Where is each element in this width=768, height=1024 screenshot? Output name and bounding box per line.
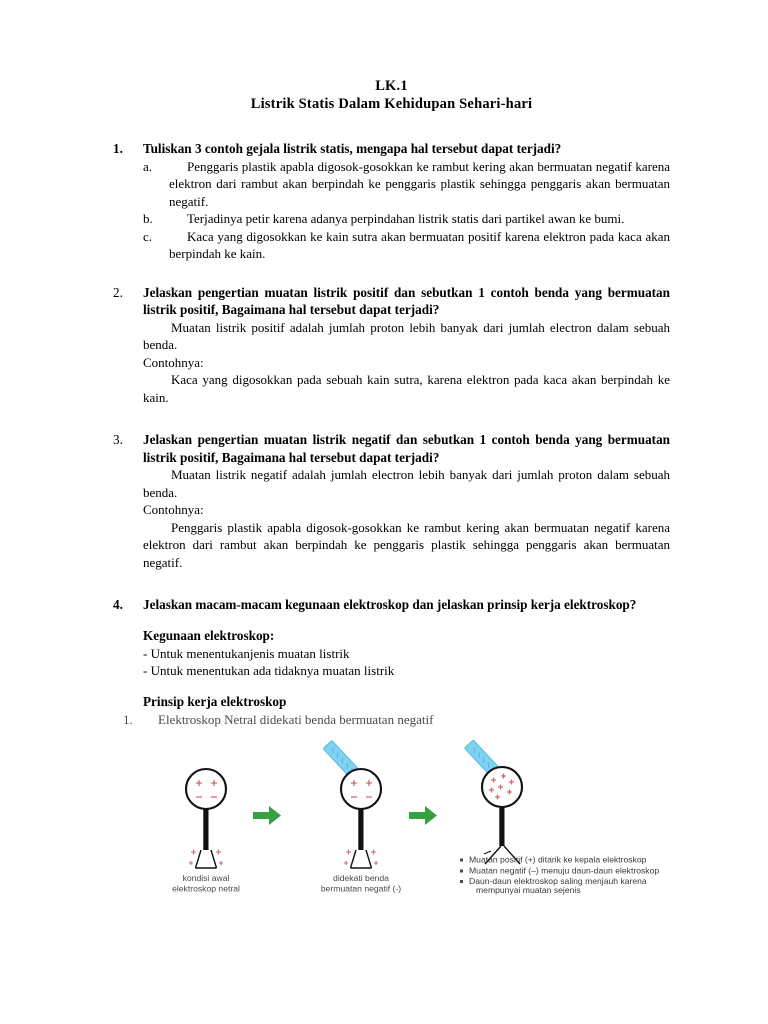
diagram-bullet-1: Muatan positif (+) ditarik ke kepala elektroskop xyxy=(469,854,647,865)
leaf-charges-icon xyxy=(344,850,378,866)
uses-item: - Untuk menentukan ada tidaknya muatan listrik xyxy=(143,663,395,678)
question-2-prompt: Jelaskan pengertian muatan listrik positif dan sebutkan 1 contoh benda yang bermuatan listrik positif, Bagaimana hal tersebut dapat terjadi? xyxy=(143,284,670,317)
answer-2-paragraph-3: Kaca yang digosokkan pada sebuah kain sutra, karena elektron pada kaca akan berpindah ke kain. xyxy=(143,372,670,405)
electroscope-diagram xyxy=(151,742,660,902)
question-block-1 xyxy=(113,140,670,263)
diagram-bullet-3: Daun-daun elektroskop saling menjauh karena xyxy=(469,876,647,886)
answer-1a-letter: a. xyxy=(143,158,153,174)
electroscope-leaves-icon xyxy=(351,850,372,868)
arrow-right-icon-1 xyxy=(253,806,281,825)
electroscope-stem-icon xyxy=(358,808,363,850)
bullet-marker-icon xyxy=(460,870,463,873)
page-title: LK.1 xyxy=(375,78,408,94)
electroscope-stage-2 xyxy=(321,740,401,893)
question-1-number: 1. xyxy=(113,141,123,156)
question-block-3 xyxy=(113,431,670,571)
answer-3-paragraph-3: Penggaris plastik apabla digosok-gosokkan ke rambut kering akan bermuatan negatif karena elektron dari rambut akan berpindah ke penggaris plastik sehingga penggaris akan bermuatan negatif. xyxy=(143,519,670,570)
question-1-heading xyxy=(113,140,670,158)
answer-item xyxy=(143,228,670,263)
question-2-number: 2. xyxy=(113,284,123,300)
stage-1-label-line-2: elektroskop netral xyxy=(172,883,240,894)
question-block-4 xyxy=(113,596,670,728)
document-title-block xyxy=(113,78,670,114)
answer-1b-letter: b. xyxy=(143,211,153,226)
answer-3-paragraph-2: Contohnya: xyxy=(143,502,204,517)
answer-item xyxy=(143,158,670,211)
question-4-number: 4. xyxy=(113,597,123,612)
question-4-prompt: Jelaskan macam-macam kegunaan elektroskop dan jelaskan prinsip kerja elektroskop? xyxy=(143,597,637,612)
electroscope-leaves-icon xyxy=(196,850,217,868)
page-subtitle: Listrik Statis Dalam Kehidupan Sehari-hari xyxy=(250,96,533,112)
principle-item-text: Elektroskop Netral didekati benda bermuatan negatif xyxy=(158,711,434,727)
bullet-marker-icon xyxy=(460,859,463,862)
electroscope-stem-icon xyxy=(203,808,208,850)
answer-item xyxy=(143,210,670,228)
uses-item: - Untuk menentukanjenis muatan listrik xyxy=(143,645,350,661)
question-2-answer xyxy=(143,319,670,407)
principle-item xyxy=(123,711,670,729)
electroscope-stage-3 xyxy=(464,740,522,864)
electroscope-stage-1 xyxy=(172,769,240,894)
question-3-answer xyxy=(143,466,670,571)
stage-1-label-line-1: kondisi awal xyxy=(182,873,230,883)
diagram-bullet-2: Muatan negatif (–) menuju daun-daun elektroskop xyxy=(469,865,660,876)
answer-1b-text: Terjadinya petir karena adanya perpindahan listrik statis dari partikel awan ke bumi. xyxy=(187,211,625,226)
electroscope-bulb-icon xyxy=(341,769,381,809)
stage-2-label-line-1: didekati benda xyxy=(333,873,389,883)
answer-1c-text: Kaca yang digosokkan ke kain sutra akan bermuatan positif karena elektron pada kaca akan berpindah ke kain. xyxy=(169,228,670,261)
question-4-heading xyxy=(113,596,670,614)
uses-heading: Kegunaan elektroskop: xyxy=(143,627,275,643)
principle-item-number: 1. xyxy=(123,711,133,727)
question-2-heading xyxy=(113,284,670,319)
diagram-bullet-3-cont: mempunyai muatan sejenis xyxy=(476,885,581,895)
bullet-marker-icon xyxy=(460,880,463,883)
stage-2-label-line-2: bermuatan negatif (-) xyxy=(320,883,402,894)
question-3-prompt: Jelaskan pengertian muatan listrik negatif dan sebutkan 1 contoh benda yang bermuatan listrik positif, Bagaimana hal tersebut dapat terjadi? xyxy=(143,432,670,465)
question-block-2 xyxy=(113,284,670,407)
answer-1c-letter: c. xyxy=(143,228,153,244)
arrow-right-icon-2 xyxy=(409,806,437,825)
leaf-charges-icon xyxy=(189,850,223,866)
answer-2-paragraph-1: Muatan listrik positif adalah jumlah proton lebih banyak dari jumlah electron dalam sebuah benda. xyxy=(143,319,670,352)
answer-3-paragraph-1: Muatan listrik negatif adalah jumlah electron lebih banyak dari jumlah proton dalam sebuah benda. xyxy=(143,467,670,500)
question-1-answers xyxy=(143,158,670,263)
electroscope-stem-icon xyxy=(499,806,504,846)
answer-2-paragraph-2: Contohnya: xyxy=(143,354,204,370)
diagram-bullet-list xyxy=(460,855,659,896)
answer-1a-text: Penggaris plastik apabla digosok-gosokkan ke rambut kering akan bermuatan negatif karena elektron dari rambut akan berpindah ke penggaris plastik sehingga penggaris akan bermuatan negatif. xyxy=(169,158,670,209)
electroscope-bulb-icon xyxy=(186,769,226,809)
question-1-prompt: Tuliskan 3 contoh gejala listrik statis, mengapa hal tersebut dapat terjadi? xyxy=(143,141,562,156)
question-3-number: 3. xyxy=(113,432,123,447)
question-3-heading xyxy=(113,431,670,466)
principle-heading: Prinsip kerja elektroskop xyxy=(143,693,287,709)
